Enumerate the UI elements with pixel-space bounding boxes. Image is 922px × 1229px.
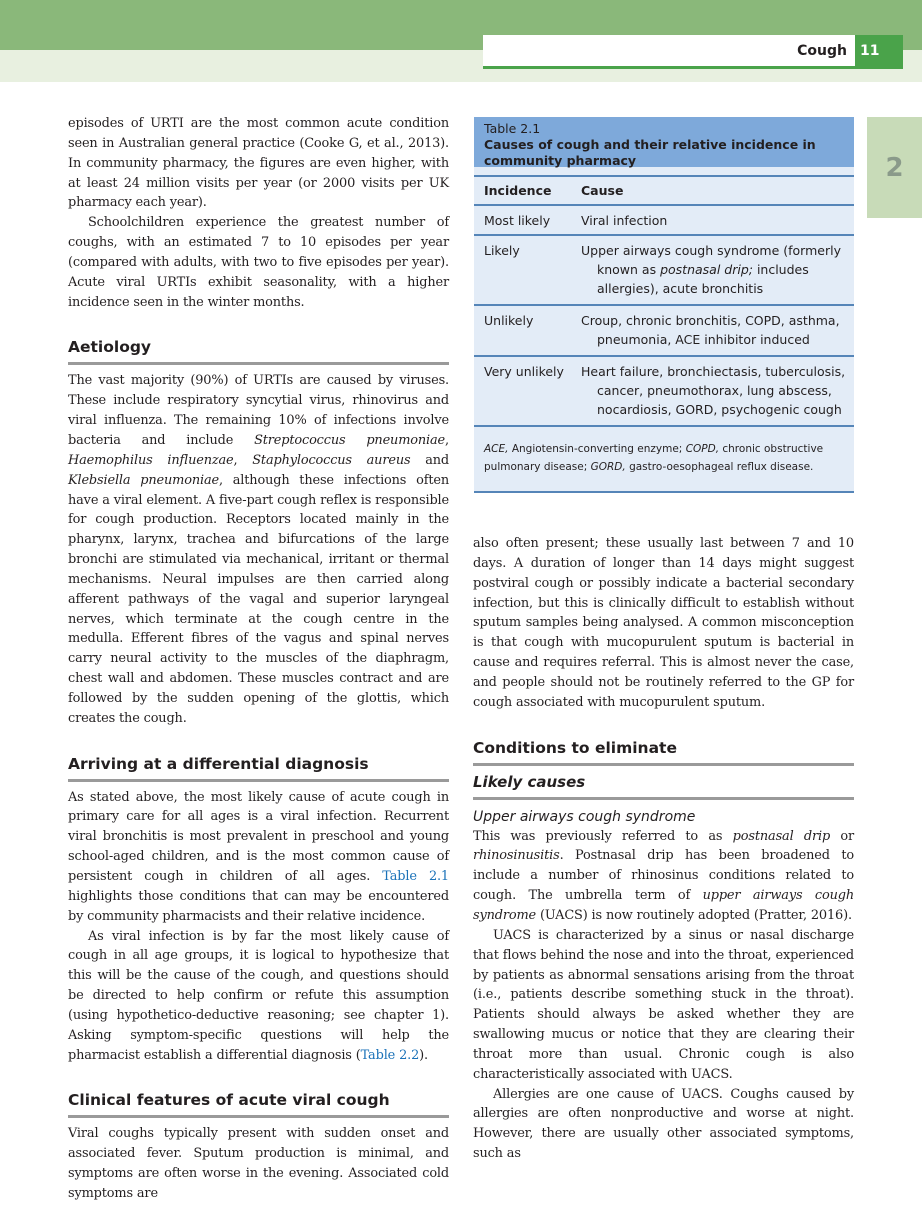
paragraph: UACS is characterized by a sinus or nasal discharge that flows behind the nose and into the throat, experienced by patients as abnormal sensations arising from the throat (i.e., patients describe something stuck in the throat). Patients should always be asked whether they are swallowing mucus or notice that they are clearing their throat more than usual. Chronic cough is also characteristically associated with UACS. <box>473 927 854 1082</box>
right-column <box>473 534 854 1164</box>
running-header <box>483 35 903 69</box>
left-column <box>68 114 449 1204</box>
paragraph: Allergies are one cause of UACS. Coughs caused by allergies are often nonproductive and worse at night. However, there are usually other associated symptoms, such as <box>473 1086 854 1162</box>
table-2-1-link[interactable]: Table 2.1 <box>382 869 449 884</box>
paragraph: episodes of URTI are the most common acute condition seen in Australian general practice (Cooke G, et al., 2013). In community pharmacy, the figures are even higher, with at least 24 million visits per year (or 2000 visits per UK pharmacy each year). <box>68 116 449 211</box>
section-heading-conditions: Conditions to eliminate <box>473 738 854 766</box>
table-row: Unlikely Croup, chronic bronchitis, COPD, asthma, pneumonia, ACE inhibitor induced <box>474 306 854 357</box>
table-row: Most likely Viral infection <box>474 206 854 236</box>
table-2-2-link[interactable]: Table 2.2 <box>360 1047 420 1063</box>
table-row: Likely Upper airways cough syndrome (formerly known as postnasal drip; includes allergies), acute bronchitis <box>474 236 854 306</box>
page-number: 11 <box>855 35 903 66</box>
table-caption <box>474 117 854 167</box>
table-label: Table 2.1 <box>484 121 541 136</box>
table-2-1 <box>474 117 854 493</box>
section-heading-differential: Arriving at a differential diagnosis <box>68 754 449 782</box>
table-title: Causes of cough and their relative incidence in community pharmacy <box>484 137 816 168</box>
paragraph: Viral coughs typically present with sudden onset and associated fever. Sputum production is minimal, and symptoms are often worse in the evening. Associated cold symptoms are <box>68 1126 449 1201</box>
col-header-incidence: Incidence <box>484 183 552 198</box>
running-title: Cough <box>797 43 847 59</box>
table-footnote: ACE, Angiotensin-converting enzyme; COPD, chronic obstructive pulmonary disease; GORD, gastro-oesophageal reflux disease. <box>484 443 824 473</box>
col-header-cause: Cause <box>581 183 624 198</box>
paragraph: Schoolchildren experience the greatest number of coughs, with an estimated 7 to 10 episodes per year (compared with adults, with two to five episodes per year). Acute viral URTIs exhibit seasonality, with a higher incidence seen in the winter months. <box>68 215 449 310</box>
paragraph: also often present; these usually last between 7 and 10 days. A duration of longer than 14 days might suggest postviral cough or possibly indicate a bacterial secondary infection, but this is clinically difficult to establish without sputum samples being analysed. A common misconception is that cough with mucopurulent sputum is bacterial in cause and requires referral. This is almost never the case, and people should not be routinely referred to the GP for cough associated with mucopurulent sputum. <box>473 536 854 710</box>
paragraph: This was previously referred to as postnasal drip or rhinosinusitis. Postnasal drip has been broadened to include a number of rhinosinus conditions related to cough. The umbrella term of upper airways cough syndrome (UACS) is now routinely adopted (Pratter, 2016). <box>473 828 854 923</box>
paragraph: As stated above, the most likely cause of acute cough in primary care for all ages is a viral infection. Recurrent viral bronchitis is most prevalent in preschool and young school-aged children, and is the most common cause of persistent cough in children of all ages. Table 2.1 highlights those conditions that can may be encountered by community pharmacists and their relative incidence. <box>68 789 449 924</box>
subheading-uacs: Upper airways cough syndrome <box>473 808 696 825</box>
section-heading-aetiology: Aetiology <box>68 337 449 365</box>
paragraph: As viral infection is by far the most likely cause of cough in all age groups, it is logical to hypothesize that this will be the cause of the cough, and questions should be directed to help confirm or refute this assumption (using hypothetico-deductive reasoning; see chapter 1). Asking symptom-specific questions will help the pharmacist establish a differential diagnosis (Table 2.2). <box>68 928 449 1063</box>
section-heading-clinical: Clinical features of acute viral cough <box>68 1090 449 1118</box>
table-header-row <box>474 175 854 206</box>
table-row: Very unlikely Heart failure, bronchiectasis, tuberculosis, cancer, pneumothorax, lung abscess, nocardiosis, GORD, psychogenic cough <box>474 357 854 427</box>
chapter-tab: 2 <box>867 117 922 218</box>
subsection-heading-likely: Likely causes <box>473 772 854 800</box>
paragraph-aetiology: The vast majority (90%) of URTIs are caused by viruses. These include respiratory syncytial virus, rhinovirus and viral influenza. The remaining 10% of infections involve bacteria and include Streptococcus pneumoniae, Haemophilus influenzae, Staphylococcus aureus and Klebsiella pneumoniae, although these infections often have a viral element. A five-part cough reflex is responsible for cough production. Receptors located mainly in the pharynx, larynx, trachea and bifurcations of the large bronchi are stimulated via mechanical, irritant or thermal mechanisms. Neural impulses are then carried along afferent pathways of the vagal and superior laryngeal nerves, which terminate at the cough centre in the medulla. Efferent fibres of the vagus and spinal nerves carry neural activity to the muscles of the diaphragm, chest wall and abdomen. These muscles contract and are followed by the sudden opening of the glottis, which creates the cough. <box>68 373 450 726</box>
